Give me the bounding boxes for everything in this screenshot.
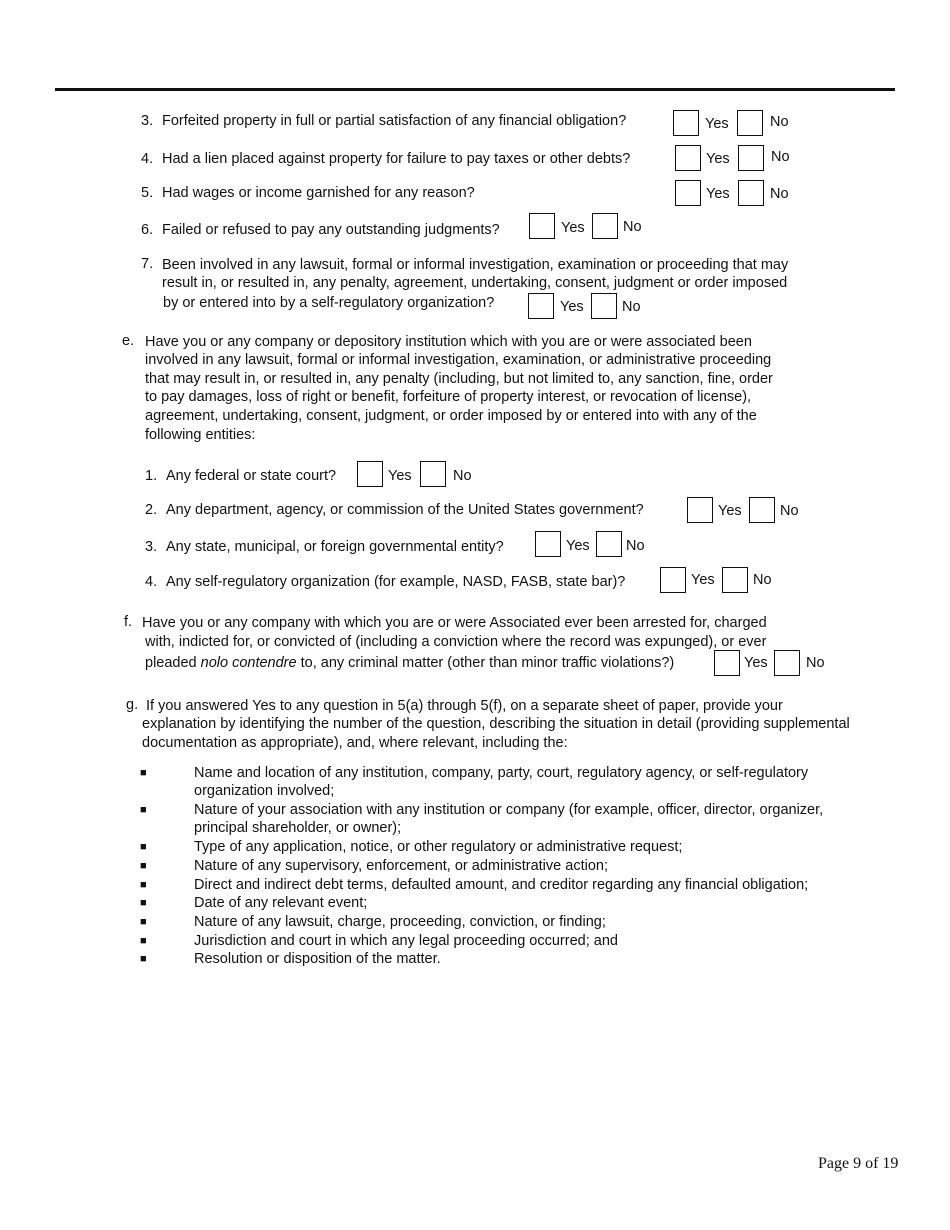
question-text-line: result in, or resulted in, any penalty, agreement, undertaking, consent, judgment or order imposed — [162, 275, 788, 291]
yes-checkbox[interactable] — [357, 461, 383, 487]
no-label: No — [626, 538, 645, 554]
question-text: Had wages or income garnished for any reason? — [162, 185, 475, 201]
list-item: Name and location of any institution, company, party, court, regulatory agency, or self-regulatory organization involved; — [194, 765, 809, 799]
no-label: No — [806, 655, 825, 671]
yes-label: Yes — [718, 503, 742, 519]
list-item: Type of any application, notice, or other regulatory or administrative request; — [194, 839, 683, 855]
no-label: No — [770, 186, 789, 202]
question-text-line: Been involved in any lawsuit, formal or informal investigation, examination or proceeding that may — [162, 257, 789, 273]
yes-label: Yes — [706, 186, 730, 202]
no-label: No — [622, 299, 641, 315]
header-rule — [55, 88, 895, 91]
section-letter: g. — [126, 697, 139, 713]
section-text-line: If you answered Yes to any question in 5(a) through 5(f), on a separate sheet of paper, provide your — [146, 698, 783, 714]
no-label: No — [770, 114, 789, 130]
yes-checkbox[interactable] — [528, 293, 554, 319]
question-text: Had a lien placed against property for failure to pay taxes or other debts? — [162, 151, 631, 167]
yes-checkbox[interactable] — [660, 567, 686, 593]
question-text: Any department, agency, or commission of the United States government? — [166, 502, 644, 518]
section-text-line: explanation by identifying the number of the question, describing the situation in detail (providing supplemental — [142, 716, 850, 732]
bullet-icon: ■ — [140, 897, 147, 909]
no-checkbox[interactable] — [738, 180, 764, 206]
no-label: No — [753, 572, 772, 588]
section-text-line: pleaded nolo contendre to, any criminal matter (other than minor traffic violations?) — [145, 655, 675, 671]
bullet-icon: ■ — [140, 916, 147, 928]
bullet-icon: ■ — [140, 841, 147, 853]
question-text: Forfeited property in full or partial satisfaction of any financial obligation? — [162, 113, 627, 129]
section-text-line: that may result in, or resulted in, any penalty (including, but not limited to, any sanction, fine, order — [145, 371, 773, 387]
section-text-line: with, indicted for, or convicted of (including a conviction where the record was expunged), or ever — [145, 634, 767, 650]
no-checkbox[interactable] — [774, 650, 800, 676]
yes-label: Yes — [706, 151, 730, 167]
list-item: Direct and indirect debt terms, defaulted amount, and creditor regarding any financial obligation; — [194, 877, 809, 893]
yes-checkbox[interactable] — [714, 650, 740, 676]
question-number: 5. — [141, 185, 154, 201]
section-text-line: documentation as appropriate), and, where relevant, including the: — [142, 735, 568, 751]
question-number: 4. — [141, 151, 154, 167]
no-label: No — [771, 149, 790, 165]
list-item: Nature of any supervisory, enforcement, or administrative action; — [194, 858, 608, 874]
yes-label: Yes — [705, 116, 729, 132]
section-letter: f. — [124, 614, 133, 630]
section-text-line: involved in any lawsuit, formal or informal investigation, examination, or administrative proceeding — [145, 352, 772, 368]
no-checkbox[interactable] — [596, 531, 622, 557]
bullet-icon: ■ — [140, 860, 147, 872]
yes-checkbox[interactable] — [673, 110, 699, 136]
bullet-icon: ■ — [140, 767, 147, 779]
yes-label: Yes — [560, 299, 584, 315]
no-label: No — [623, 219, 642, 235]
latin-term: nolo contendre — [200, 655, 297, 671]
no-checkbox[interactable] — [738, 145, 764, 171]
yes-label: Yes — [744, 655, 768, 671]
no-checkbox[interactable] — [737, 110, 763, 136]
question-text-line: by or entered into by a self-regulatory organization? — [163, 295, 495, 311]
no-checkbox[interactable] — [592, 213, 618, 239]
yes-label: Yes — [561, 220, 585, 236]
question-text: Failed or refused to pay any outstanding judgments? — [162, 222, 500, 238]
yes-checkbox[interactable] — [687, 497, 713, 523]
list-item: Resolution or disposition of the matter. — [194, 951, 441, 967]
list-item: Date of any relevant event; — [194, 895, 368, 911]
list-item: Nature of any lawsuit, charge, proceeding, conviction, or finding; — [194, 914, 606, 930]
yes-checkbox[interactable] — [535, 531, 561, 557]
question-number: 2. — [145, 502, 158, 518]
question-number: 1. — [145, 468, 158, 484]
bullet-icon: ■ — [140, 879, 147, 891]
section-text-line: to pay damages, loss of right or benefit, forfeiture of property interest, or revocation of license), — [145, 389, 752, 405]
question-number: 7. — [141, 256, 154, 272]
section-text-line: Have you or any company with which you are or were Associated ever been arrested for, charged — [142, 615, 767, 631]
question-number: 3. — [141, 113, 154, 129]
no-label: No — [453, 468, 472, 484]
yes-checkbox[interactable] — [529, 213, 555, 239]
bullet-icon: ■ — [140, 804, 147, 816]
section-letter: e. — [122, 333, 135, 349]
list-item: Nature of your association with any institution or company (for example, officer, director, organizer, principal shareholder, or owner); — [194, 802, 824, 836]
question-text: Any state, municipal, or foreign governmental entity? — [166, 539, 504, 555]
yes-checkbox[interactable] — [675, 145, 701, 171]
no-checkbox[interactable] — [722, 567, 748, 593]
yes-label: Yes — [566, 538, 590, 554]
bullet-icon: ■ — [140, 953, 147, 965]
section-text-line: agreement, undertaking, consent, judgment, or order imposed by or entered into with any of the — [145, 408, 757, 424]
no-checkbox[interactable] — [420, 461, 446, 487]
question-number: 6. — [141, 222, 154, 238]
question-text: Any self-regulatory organization (for example, NASD, FASB, state bar)? — [166, 574, 626, 590]
section-text-line: following entities: — [145, 427, 256, 443]
question-number: 4. — [145, 574, 158, 590]
page-number: Page 9 of 19 — [818, 1155, 899, 1172]
question-number: 3. — [145, 539, 158, 555]
no-checkbox[interactable] — [749, 497, 775, 523]
yes-label: Yes — [691, 572, 715, 588]
yes-checkbox[interactable] — [675, 180, 701, 206]
list-item: Jurisdiction and court in which any legal proceeding occurred; and — [194, 933, 618, 949]
question-text: Any federal or state court? — [166, 468, 337, 484]
section-text-line: Have you or any company or depository institution which with you are or were associated been — [145, 334, 752, 350]
bullet-icon: ■ — [140, 935, 147, 947]
no-label: No — [780, 503, 799, 519]
yes-label: Yes — [388, 468, 412, 484]
no-checkbox[interactable] — [591, 293, 617, 319]
